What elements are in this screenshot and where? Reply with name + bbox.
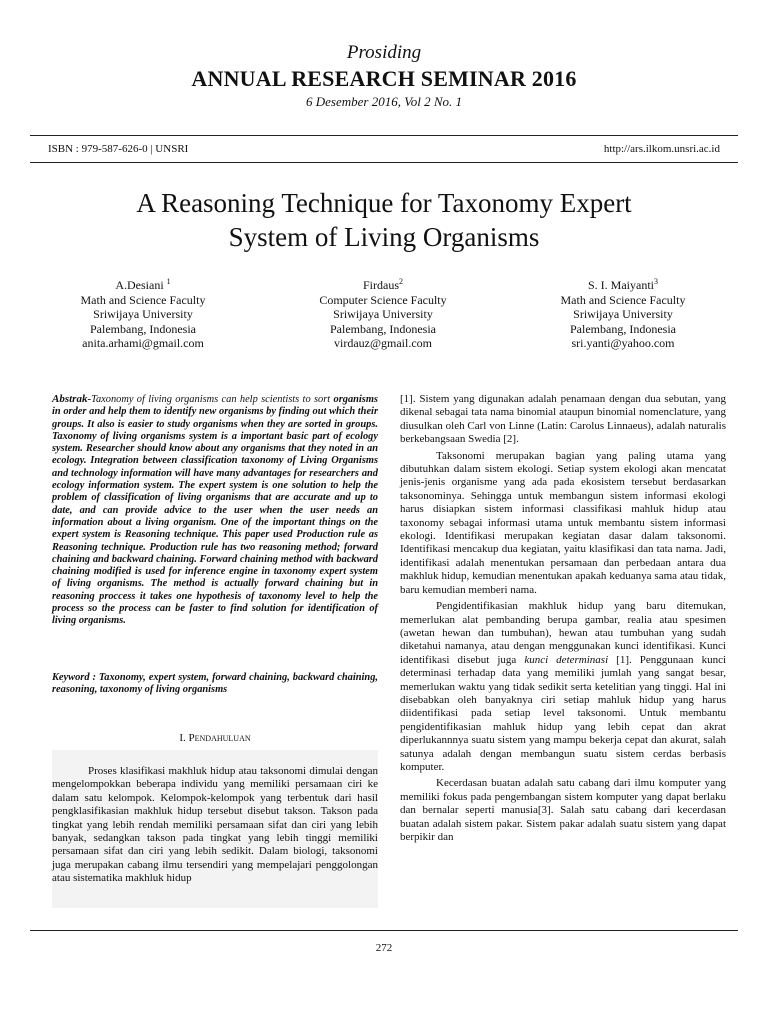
author-university: Sriwijaya University bbox=[93, 307, 193, 321]
italic-term: kunci determinasi bbox=[524, 653, 609, 666]
paper-title-line-2: System of Living Organisms bbox=[228, 222, 540, 252]
body-paragraph-3: Pengidentifikasian makhluk hidup yang baru ditemukan, memerlukan alat pembanding berupa gambar, realia atau spesimen (awetan hewan dan tumbuhan), hewan atau tumbuhan yang sudah diketahui namanya, atau dengan menggunakan kunci identifikasi. Kunci identifikasi disebut juga kunci determinasi [1]. Penggunaan kunci determinasi terhadap data yang memiliki jumlah yang sangat besar, memerlukan waktu yang tidak sedikit serta ketelitian yang tinggi. Hal ini disebabkan oleh banyaknya ciri setiap mahluk hidup yang harus diidentifikasi pada setiap level taksonomi. Untuk membantu pengidentifikasian mahluk hidup yang lebih cepat dan akrat diperlukannnya suatu sistem yang mampu bekerja cepat dan akurat, salah satunya adalah dengan membangun suatu sistem cerdas berbasis komputer. bbox=[400, 600, 727, 773]
author-block-2 bbox=[278, 278, 488, 351]
page-number: 272 bbox=[375, 942, 393, 954]
paper-title-line-1: A Reasoning Technique for Taxonomy Expert bbox=[136, 188, 632, 218]
header-top-rule bbox=[30, 135, 738, 136]
body-paragraph-2: Taksonomi merupakan bagian yang paling utama yang dibutuhkan dalam sistem ekologi. Setiap system ekologi akan mencatat jenis-jenis organisme yang ada pada ekosistem tersebut berdasarkan taksonominya. Sehingga untuk membangun sistem informasi ekologi harus disiapkan sistem informasi classifikasi mahluk hidup atau taxonomy sebagai informasi utama untuk membantu sistem informasi ekologi. Identifikasi merupakan kegiatan dasar dalam taksonomi. Identifikasi mencakup dua kegiatan, yaitu klasifikasi dan tata nama. Jadi, identifikasi adalah menentukan persamaan dan perbedaan antara dua makhluk hidup, kemudian menentukan apakah keduanya sama atau tidak, baru kemudian memberi nama. bbox=[400, 449, 726, 596]
author-name: Firdaus$^2$ bbox=[363, 277, 403, 292]
intro-text bbox=[52, 765, 378, 886]
keywords: Keyword : Taxonomy, expert system, forward chaining, backward chaining, reasoning, taxonomy of living organisms bbox=[52, 672, 378, 696]
website-url: http://ars.ilkom.unsri.ac.id bbox=[603, 143, 720, 155]
author-affiliation-number: 3 bbox=[654, 277, 658, 286]
author-department: Math and Science Faculty bbox=[80, 292, 206, 307]
author-block-3 bbox=[518, 278, 728, 351]
author-city: Palembang, Indonesia bbox=[570, 321, 676, 336]
abstract bbox=[52, 393, 378, 628]
isbn-text: ISBN : 979-587-626-0 | UNSRI bbox=[48, 143, 189, 155]
section-number: I. bbox=[179, 732, 186, 744]
header-bottom-rule bbox=[30, 162, 738, 163]
seminar-title: ANNUAL RESEARCH SEMINAR 2016 bbox=[191, 66, 577, 91]
paper-title bbox=[60, 186, 708, 254]
author-affiliation-number: 2 bbox=[399, 277, 403, 286]
right-column-text bbox=[400, 393, 726, 844]
author-name: S. I. Maiyanti$^3$ bbox=[588, 277, 658, 292]
author-department: Computer Science Faculty bbox=[319, 292, 447, 307]
author-university: Sriwijaya University bbox=[573, 307, 673, 321]
abstract-label: Abstrak- bbox=[52, 393, 92, 405]
body-paragraph-1: [1]. Sistem yang digunakan adalah penamaan dengan dua sebutan, yang dikenal sebagai tata nama binomial ataupun binomial nomenclature, yang diusulkan oleh Carl von Linne (Latin: Carolus Linnaeus), adalah naturalis berkebangsaan Swedia [2]. bbox=[400, 393, 726, 446]
section-heading bbox=[52, 732, 378, 744]
author-email: virdauz@gmail.com bbox=[333, 336, 433, 350]
author-city: Palembang, Indonesia bbox=[90, 321, 196, 336]
intro-paragraph: Proses klasifikasi makhluk hidup atau taksonomi dimulai dengan mengelompokkan beberapa individu yang memiliki persamaan ciri ke dalam satu kelompok. Kelompok-kelompok yang terbentuk dari hasil pengklasifikasian makhluk hidup tersebut disebut takson. Takson pada tingkat yang lebih rendah memiliki persamaan sifat dan ciri yang lebih banyak, sedangkan takson pada tingkat yang lebih tinggi memiliki persamaan sifat dan ciri yang lebih sedikit. Dalam biologi, taksonomi juga merupakan cabang ilmu tersendiri yang mempelajari penggolongan atau sistematika makhluk hidup bbox=[52, 765, 378, 885]
author-department: Math and Science Faculty bbox=[560, 292, 686, 307]
section-title: Pendahuluan bbox=[188, 732, 251, 744]
abstract-first-line: Taxonomy of living organisms can help scientists to sort bbox=[91, 394, 331, 405]
proceedings-label: Prosiding bbox=[346, 42, 422, 63]
footer-rule bbox=[30, 930, 738, 931]
author-affiliation-number: 1 bbox=[166, 277, 171, 286]
author-email: anita.arhami@gmail.com bbox=[82, 336, 204, 350]
author-name: A.Desiani $^1$ bbox=[115, 277, 171, 292]
abstract-body: organisms in order and help them to identify new organisms by finding out which their groups. It also is easier to study organisms when they are sorted in groups. Taxonomy of living organisms system is a important basic part of ecology system. Researcher should know about any organisms that they noted in an ecology. Integration between classification taxonomy of Living Organisms and technology information will have many advantages for researchers and ecology information system. The expert system is one solution to help the problem of classification of living organisms that are accurate and up to date, and can provide advice to the user when the user needs an information about a living organism. One of the important things on the expert system is Reasoning technique. This paper used Production rule as Reasoning technique. Production rule has two reasoning method; forward chaining and backward chaining. Forward chaining method with backward chaining modified is used for inference engine in taxonomy expert system of living organisms. The method is actually forward chaining but in reasoning proccess it takes one hypothesis of taxonomy level to help the process so the process can be faster to find solution for identification of living organisms. bbox=[52, 394, 378, 627]
author-email: sri.yanti@yahoo.com bbox=[571, 336, 675, 350]
body-paragraph-4: Kecerdasan buatan adalah satu cabang dari ilmu komputer yang memiliki fokus pada pengembangan sistem komputer yang dapat berlaku dan bernalar seperti manusia[3]. Salah satu cabang dari kecerdasan buatan adalah sistem pakar. Sistem pakar adalah suatu sistem yang dapat berpikir dan bbox=[400, 777, 726, 843]
author-city: Palembang, Indonesia bbox=[330, 321, 436, 336]
author-block-1 bbox=[38, 278, 248, 351]
seminar-date: 6 Desember 2016, Vol 2 No. 1 bbox=[306, 94, 462, 109]
author-university: Sriwijaya University bbox=[333, 307, 433, 321]
